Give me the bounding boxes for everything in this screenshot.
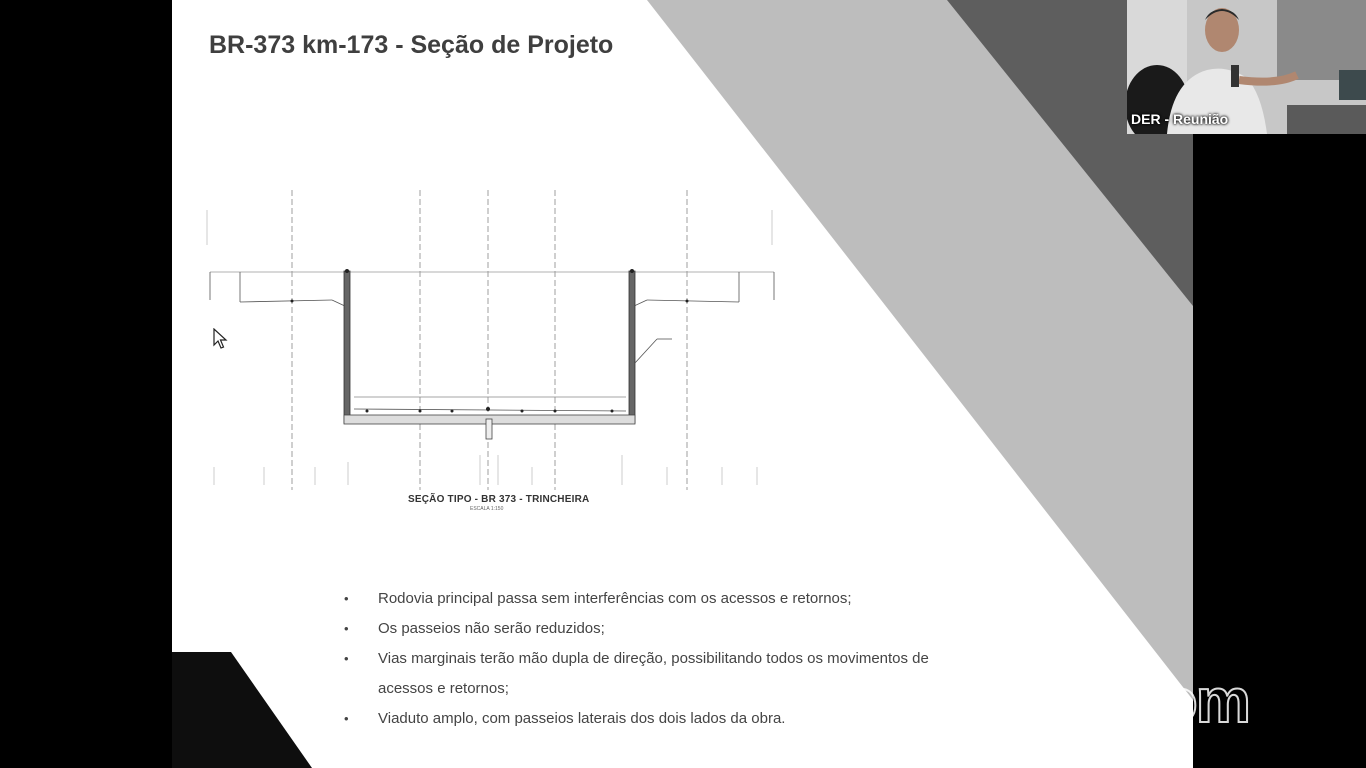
mouse-pointer-icon bbox=[213, 328, 229, 350]
bullet-list bbox=[344, 584, 958, 734]
bullet-text: Rodovia principal passa sem interferências com os acessos e retornos; bbox=[378, 590, 852, 607]
bullet-text: Os passeios não serão reduzidos; bbox=[378, 620, 605, 637]
slide-title: BR-373 km-173 - Seção de Projeto bbox=[209, 31, 614, 59]
zoom-watermark: zoom bbox=[1095, 667, 1249, 736]
participant-video-tile[interactable] bbox=[1127, 0, 1366, 134]
bullet-item bbox=[344, 704, 958, 734]
deco-bottom-corner bbox=[172, 652, 312, 768]
drawing-caption: SEÇÃO TIPO - BR 373 - TRINCHEIRA bbox=[408, 494, 590, 505]
presentation-slide bbox=[172, 0, 1193, 768]
drawing-scale: ESCALA 1:150 bbox=[470, 506, 504, 512]
cross-section-drawing bbox=[202, 185, 792, 495]
participant-name-label: DER - Reunião bbox=[1131, 111, 1229, 127]
bullet-text: Vias marginais terão mão dupla de direção, possibilitando todos os movimentos de acessos e retornos; bbox=[378, 650, 929, 697]
bullet-item bbox=[344, 614, 958, 644]
bullet-dot: • bbox=[344, 591, 349, 606]
bullet-dot: • bbox=[344, 711, 349, 726]
bullet-dot: • bbox=[344, 621, 349, 636]
bullet-item bbox=[344, 584, 958, 614]
bullet-text: Viaduto amplo, com passeios laterais dos dois lados da obra. bbox=[378, 710, 786, 727]
bullet-dot: • bbox=[344, 651, 349, 666]
bullet-item bbox=[344, 644, 958, 704]
